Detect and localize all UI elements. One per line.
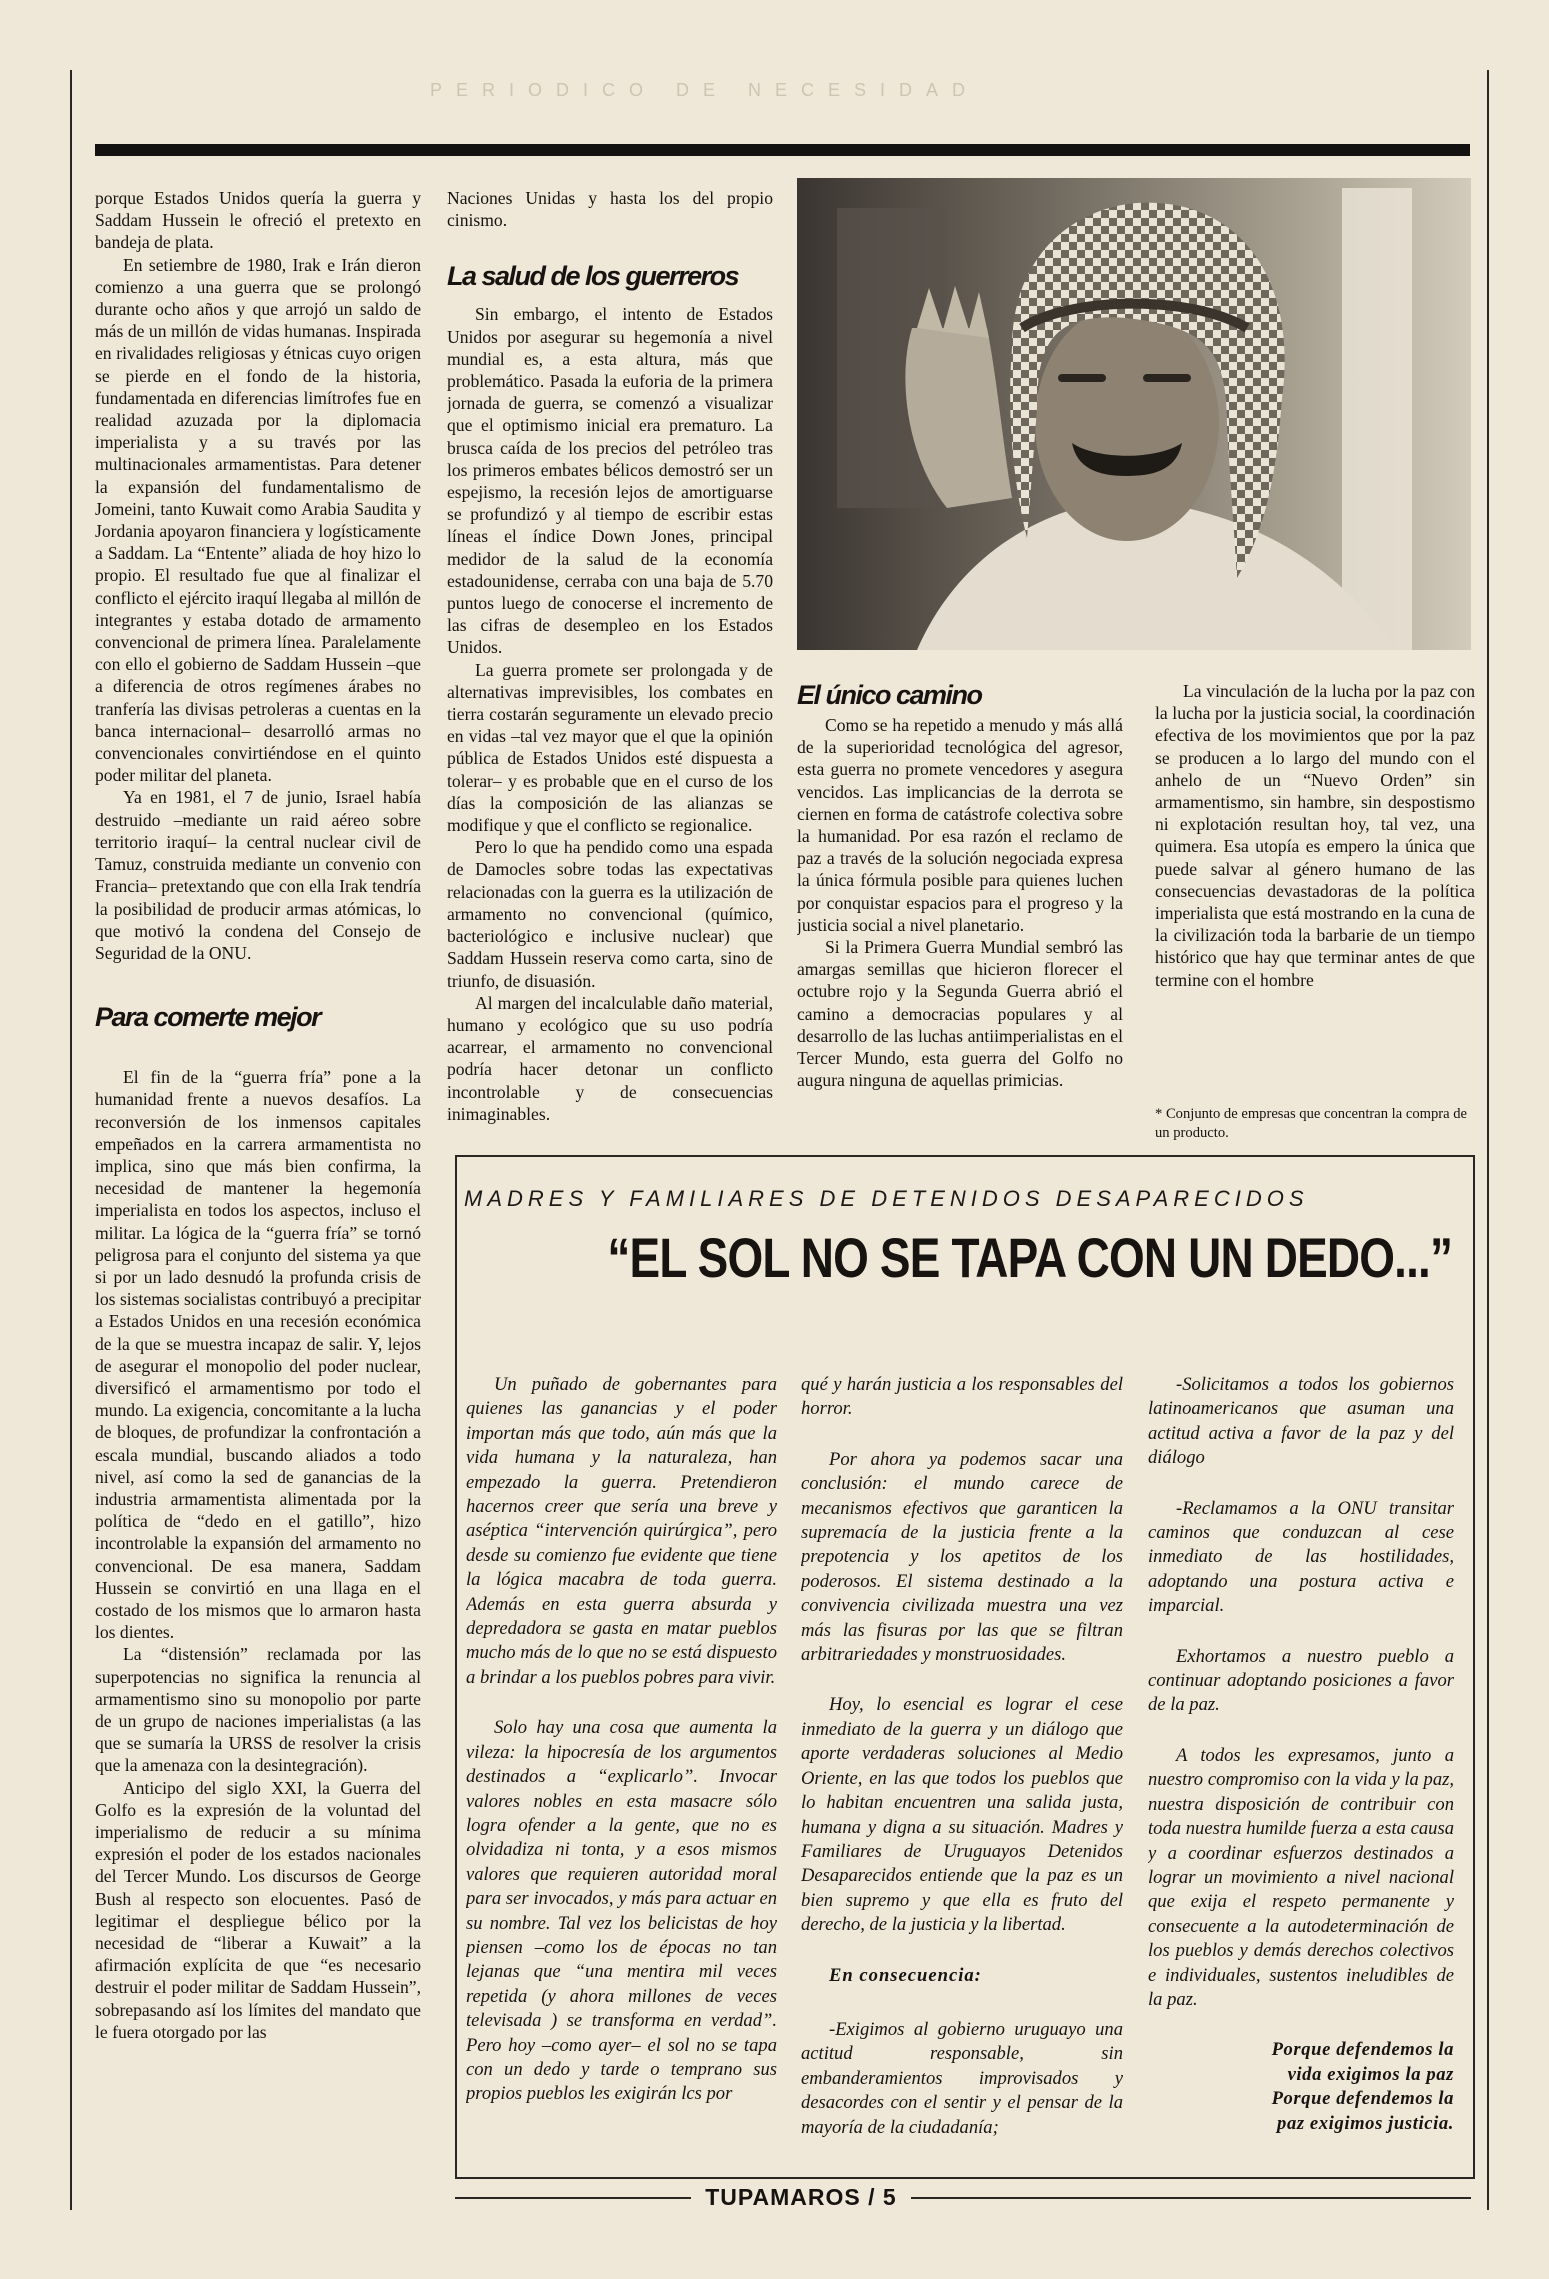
- footer-rule-left: [455, 2197, 695, 2199]
- paragraph: Exhortamos a nuestro pueblo a continuar adoptando posiciones a favor de la paz.: [1148, 1645, 1454, 1716]
- paragraph: Como se ha repetido a menudo y más allá de la superioridad tecnológica del agresor, esta guerra no promete vencedores y asegura vencidos. Las implicancias de la derrota se ciernen en forma de catástrofe colectiva sobre la humanidad. Por esa razón el reclamo de paz a través de la solución negociada expresa la única fórmula posible para quienes luchen por conquistar espacios para el progreso y la justicia social a nivel planetario.: [797, 715, 1123, 935]
- communique-column-2: [801, 1373, 1123, 2163]
- organization-name: MADRES Y FAMILIARES DE DETENIDOS DESAPARECIDOS: [464, 1186, 1309, 1211]
- closing-line: Porque defendemos la: [1271, 2039, 1454, 2061]
- subheading-el-unico-camino: El único camino: [797, 680, 982, 710]
- closing-line: vida exigimos la paz: [1287, 2063, 1454, 2085]
- article-column-3: [797, 672, 1123, 1142]
- paragraph: -Solicitamos a todos los gobiernos latinoamericanos que asuman una actitud activa a favor de la paz y del diálogo: [1148, 1374, 1454, 1469]
- paragraph: La guerra promete ser prolongada y de alternativas imprevisibles, los combates en tierra costarán seguramente un elevado precio en vidas –tal vez mayor que el que la opinión pública de Estados Unidos esté dispuesta a tolerar– y es probable que en el curso de los días la composición de las alianzas se modifique y que el conflicto se regionalice.: [447, 659, 773, 836]
- paragraph: Pero lo que ha pendido como una espada de Damocles sobre todas las expectativas relacionadas con la guerra es la utilización de armamento no convencional (químico, bacteriológico e inclusive nuclear) que Saddam Hussein reserva como carta, sino de triunfo, de disuasión.: [447, 837, 773, 991]
- header-bleedthrough: PERIODICO DE NECESIDAD: [430, 80, 980, 100]
- subheading-para-comerte-mejor: Para comerte mejor: [95, 1002, 321, 1033]
- paragraph: Un puñado de gobernantes para quienes las ganancias y el poder importan más que todo, aún más que la vida humana y la naturaleza, han empezado la guerra. Pretendieron hacernos creer que sería una breve y aséptica “intervención quirúrgica”, pero desde su comienzo fue evidente que tiene la lógica macabra de toda guerra. Además en esta guerra absurda y depredadora se gasta en matar pueblos mucho más de lo que no se está dispuesto a brindar a los pueblos pobres para vivir.: [466, 1374, 777, 1688]
- paragraph: Sin embargo, el intento de Estados Unidos por asegurar su hegemonía a nivel mundial es, a esta altura, más que problemático. Pasada la euforia de la primera jornada de guerra, se comenzó a visualizar que el optimismo inicial era prematuro. La brusca caída de los precios del petróleo tras los primeros embates bélicos demostró ser un espejismo, la recesión lejos de amortiguarse se profundizó y al tiempo de escribir estas líneas el índice Down Jones, principal medidor de la salud de la economía estadounidense, cerraba con una baja de 5.70 puntos luego de conocerse el incremento de las cifras de desempleo en los Estados Unidos.: [447, 304, 773, 658]
- paragraph: Hoy, lo esencial es lograr el cese inmediato de la guerra y un diálogo que aporte verdaderas soluciones al Medio Oriente, en las que todos los pueblos que lo habitan encuentren una salida justa, humana y digna a su situación. Madres y Familiares de Uruguayos Detenidos Desaparecidos entiende que la paz es un bien supremo y que ella es fruto del derecho, de la justicia y la libertad.: [801, 1694, 1123, 1936]
- paragraph: Al margen del incalculable daño material, humano y ecológico que su uso podría acarrear, el armamento no convencional podría hacer detonar un conflicto incontrolable y de consecuencias inimaginables.: [447, 992, 773, 1124]
- paragraph: Si la Primera Guerra Mundial sembró las amargas semillas que hicieron florecer el octubre rojo y la Segunda Guerra abrió el camino a democracias populares y al desarrollo de las luchas antiimperialistas en el Tercer Mundo, esta guerra del Golfo no augura ninguna de aquellas primicias.: [797, 937, 1123, 1091]
- footnote: * Conjunto de empresas que concentran la compra de un producto.: [1155, 1106, 1468, 1141]
- paragraph: Solo hay una cosa que aumenta la vileza: la hipocresía de los argumentos destinados a “explicarlo”. Invocar valores nobles en esta masacre sólo logra ofender a la gente, que no es olvidadiza ni tonta, y a esos mismos valores que requieren autoridad moral para ser invocados, y más para actuar en su nombre. Tal vez los belicistas de hoy piensen –como los de épocas no tan lejanas que “una mentira mil veces repetida (y ahora millones de veces televisada ) se transforma en verdad”. Pero hoy –como ayer– el sol no se tapa con un dedo y tarde o temprano sus propios pueblos les exigirán lcs por: [466, 1717, 777, 2105]
- paragraph: Naciones Unidas y hasta los del propio cinismo.: [447, 188, 773, 231]
- left-margin-rule: [70, 70, 72, 2210]
- footer-page-label: TUPAMAROS / 5: [691, 2184, 911, 2211]
- paragraph: La vinculación de la lucha por la paz con la lucha por la justicia social, la coordinación efectiva de los movimientos que por la paz se producen a lo largo del mundo con el anhelo de un “Nuevo Orden” sin armamentismo, sin hambre, sin despostismo ni explotación resultan hoy, tal vez, una quimera. Esa utopía es empero la única que puede salvar al género humano de las consecuencias devastadoras de la política imperialista que está mostrando en la cuna de la civilización toda la barbarie de un tiempo histórico que hay que terminar antes de que termine con el hombre: [1155, 681, 1475, 990]
- paragraph: Ya en 1981, el 7 de junio, Israel había destruido –mediante un raid aéreo sobre territorio iraquí– la central nuclear civil de Tamuz, construida mediante un convenio con Francia– pretextando que con ella Irak tendría la posibilidad de producir armas atómicas, lo que motivó la condena del Consejo de Seguridad de la ONU.: [95, 787, 421, 963]
- page-footer: [0, 2184, 1549, 2214]
- paragraph: A todos les expresamos, junto a nuestro compromiso con la vida y la paz, nuestra disposición de contribuir con toda nuestra humilde fuerza a esta causa y a coordinar esfuerzos destinados a lograr un movimiento a nivel nacional que exija el respeto permanente y consecuente a la autodeterminación de los pueblos y demás derechos colectivos e individuales, sustentos ineludibles de la paz.: [1148, 1744, 1454, 2010]
- paragraph: Anticipo del siglo XXI, la Guerra del Golfo es la expresión de la voluntad del imperialismo de reducir a su mínima expresión el poder de los estados nacionales del Tercer Mundo. Los discursos de George Bush al respecto son elocuentes. Pasó de legitimar el despliegue bélico por la necesidad de “liberar a Kuwait” a la afirmación explícita de que “es necesario destruir el poder militar de Saddam Hussein”, sobrepasando así los límites del mandato que le fuera otorgado por las: [95, 1777, 421, 2042]
- paragraph: porque Estados Unidos quería la guerra y Saddam Hussein le ofreció el pretexto en bandeja de plata.: [95, 188, 421, 253]
- closing-line: Porque defendemos la: [1271, 2088, 1454, 2110]
- closing-line: paz exigimos justicia.: [1277, 2112, 1454, 2134]
- paragraph: -Reclamamos a la ONU transitar caminos que conduzcan al cese inmediato de las hostilidades, adoptando una postura activa e imparcial.: [1148, 1497, 1454, 1617]
- paragraph: Por ahora ya podemos sacar una conclusión: el mundo carece de mecanismos efectivos que garanticen la supremacía de la justicia frente a la prepotencia y los apetitos de los poderosos. El sistema destinado a la convivencia civilizada muestra una vez más las fisuras por las que se filtran arbitrariedades y monstruosidades.: [801, 1448, 1123, 1666]
- communique-column-3: [1148, 1373, 1454, 2163]
- paragraph: -Exigimos al gobierno uruguayo una actitud responsable, sin embanderamientos improvisados y desacordes con el sentir y el pensar de la mayoría de la ciudadanía;: [801, 2018, 1123, 2138]
- article-column-4: [1155, 680, 1475, 1020]
- saddam-hussein-photo: [797, 178, 1471, 650]
- paragraph: El fin de la “guerra fría” pone a la humanidad frente a nuevos desafíos. La reconversión de los inmensos capitales empeñados en la carrera armamentista no implica, sino que más bien confirma, la necesidad de mantener la hegemonía imperialista en todos los aspectos, incluso el militar. La lógica de la “guerra fría” se tornó peligrosa para el conjunto del sistema ya que si por un lado desnudó la profunda crisis de los sistemas socialistas contribuyó a precipitar a Estados Unidos en una recesión económica de la que se muestra incapaz de salir. Y, lejos de asegurar el monopolio del poder nuclear, diversificó el armamentismo por todo el mundo. La exigencia, concomitante a la lucha de bloques, de profundizar la confrontación a escala mundial, buscando aliados a todo nivel, así como la sed de ganancias de la industria armamentista alimentada por la política de “dedo en el gatillo”, hizo incontrolable la expansión del armamento no convencional. De esa manera, Saddam Hussein se convirtió en una llaga en el costado de los mismos que lo armaron hasta los dientes.: [95, 1067, 421, 1643]
- article-column-2: [447, 187, 773, 1142]
- right-margin-rule: [1487, 70, 1489, 2210]
- paragraph: qué y harán justicia a los responsables del horror.: [801, 1374, 1123, 1420]
- subheading-la-salud-de-los-guerreros: La salud de los guerreros: [447, 261, 739, 292]
- header-rule: [95, 144, 1470, 156]
- closing-slogan: [1148, 2038, 1454, 2136]
- portrait-illustration: [797, 178, 1471, 650]
- footer-rule-right: [905, 2197, 1471, 2199]
- communique-headline: “EL SOL NO SE TAPA CON UN DEDO...”: [607, 1226, 1453, 1289]
- paragraph: En setiembre de 1980, Irak e Irán dieron comienzo a una guerra que se prolongó durante ocho años y que arrojó un saldo de más de un millón de vidas humanas. Inspirada en rivalidades religiosas y étnicas cuyo origen se pierde en el fondo de la historia, fundamentada en diferencias limítrofes fue en realidad azuzada por la diplomacia imperialista y a su través por las multinacionales armamentistas. Para detener la expansión del fundamentalismo de Jomeini, tanto Kuwait como Arabia Saudita y Jordania apoyaron financiera y logísticamente a Saddam. La “Entente” aliada de hoy hizo lo propio. El resultado fue que al finalizar el conflicto el ejército iraquí llegaba al millón de integrantes y estaba dotado de armamento convencional de primera línea. Paralelamente con ello el gobierno de Saddam Hussein –que a diferencia de otros regímenes árabes no tranfería las divisas petroleras a cuentas en la banca internacional– desarrolló armas no convencionales convirtiéndose en el quinto poder militar del planeta.: [95, 254, 421, 786]
- article-column-1: [95, 187, 421, 2150]
- consecuencia-heading: En consecuencia:: [829, 1964, 982, 1986]
- communique-column-1: [466, 1373, 777, 2163]
- paragraph: La “distensión” reclamada por las superpotencias no significa la renuncia al armamentismo sino su monopolio por parte de un grupo de naciones imperialistas (a las que se sumaría la URSS de resolver la crisis que la amenaza con la desintegración).: [95, 1644, 421, 1776]
